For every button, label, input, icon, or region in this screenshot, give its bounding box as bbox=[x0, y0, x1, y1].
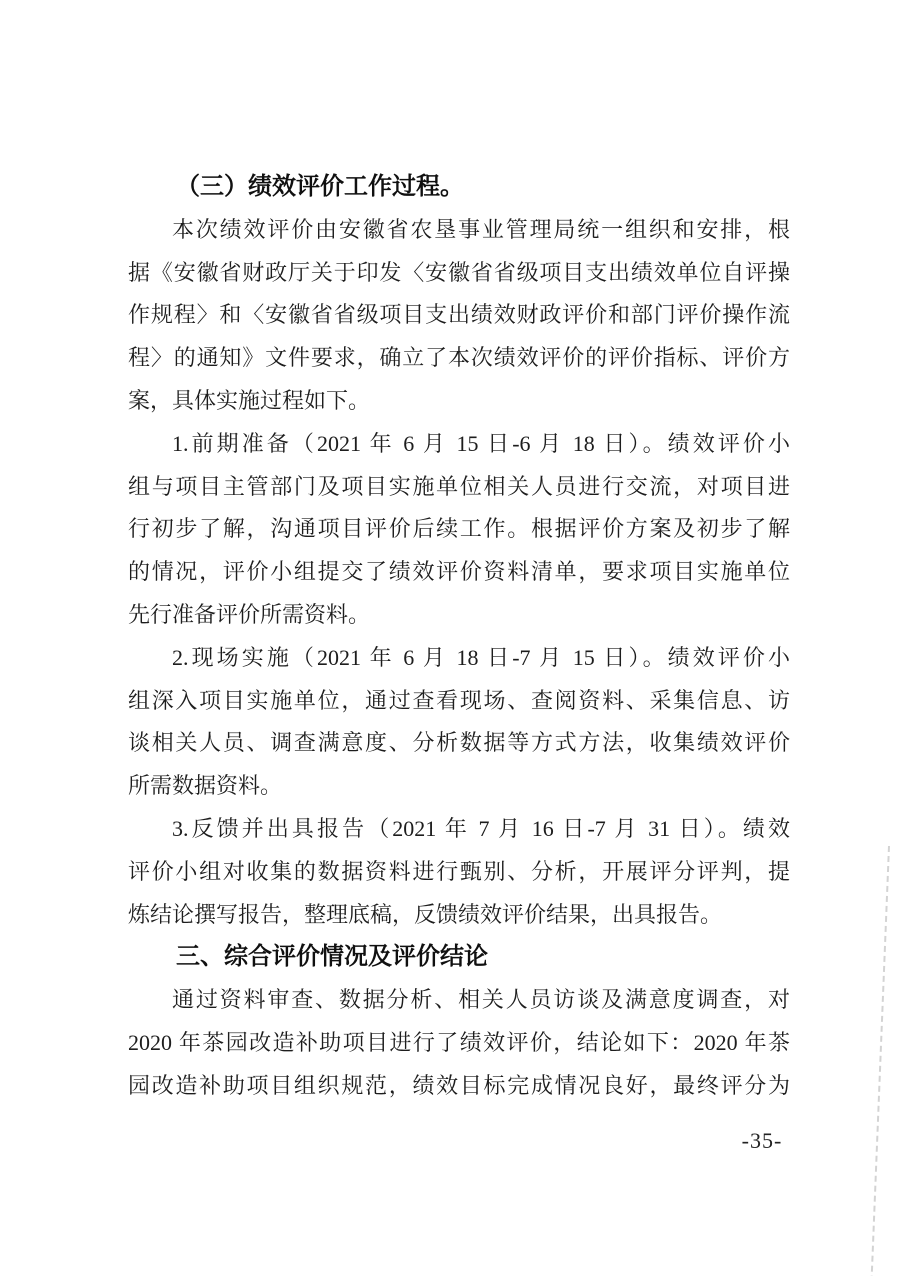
document-body bbox=[128, 166, 790, 1108]
text-line: 据《安徽省财政厅关于印发〈安徽省省级项目支出绩效单位自评操 bbox=[128, 259, 790, 285]
text-line: 所需数据资料。 bbox=[128, 773, 283, 799]
text-line: 1.前期准备（2021 年 6 月 15 日-6 月 18 日）。绩效评价小 bbox=[172, 430, 790, 456]
text-line: 2020 年茶园改造补助项目进行了绩效评价，结论如下：2020 年茶 bbox=[128, 1029, 790, 1055]
text-line: 通过资料审查、数据分析、相关人员访谈及满意度调查，对 bbox=[172, 987, 790, 1013]
text-line: 作规程〉和〈安徽省省级项目支出绩效财政评价和部门评价操作流 bbox=[128, 302, 790, 328]
text-line: 2.现场实施（2021 年 6 月 18 日-7 月 15 日）。绩效评价小 bbox=[172, 644, 790, 670]
text-line: 本次绩效评价由安徽省农垦事业管理局统一组织和安排，根 bbox=[172, 216, 790, 242]
text-line: 组与项目主管部门及项目实施单位相关人员进行交流，对项目进 bbox=[128, 473, 790, 499]
text-line: 园改造补助项目组织规范，绩效目标完成情况良好，最终评分为 bbox=[128, 1072, 790, 1098]
scan-edge-artifact bbox=[871, 846, 890, 1276]
text-line: 3.反馈并出具报告（2021 年 7 月 16 日-7 月 31 日）。绩效 bbox=[172, 815, 790, 841]
text-line: 组深入项目实施单位，通过查看现场、查阅资料、采集信息、访 bbox=[128, 687, 790, 713]
text-line: 案，具体实施过程如下。 bbox=[128, 387, 371, 413]
text-line: 程〉的通知》文件要求，确立了本次绩效评价的评价指标、评价方 bbox=[128, 345, 790, 371]
heading-line: （三）绩效评价工作过程。 bbox=[176, 174, 464, 200]
text-line: 谈相关人员、调查满意度、分析数据等方式方法，收集绩效评价 bbox=[128, 730, 790, 756]
text-line: 评价小组对收集的数据资料进行甄别、分析，开展评分评判，提 bbox=[128, 858, 790, 884]
text-line: 的情况，评价小组提交了绩效评价资料清单，要求项目实施单位 bbox=[128, 559, 790, 585]
page-number: -35- bbox=[741, 1128, 783, 1153]
text-line: 先行准备评价所需资料。 bbox=[128, 601, 371, 627]
text-line: 行初步了解，沟通项目评价后续工作。根据评价方案及初步了解 bbox=[128, 516, 790, 542]
heading-line: 三、综合评价情况及评价结论 bbox=[176, 944, 488, 971]
text-line: 炼结论撰写报告，整理底稿，反馈绩效评价结果，出具报告。 bbox=[128, 901, 723, 927]
